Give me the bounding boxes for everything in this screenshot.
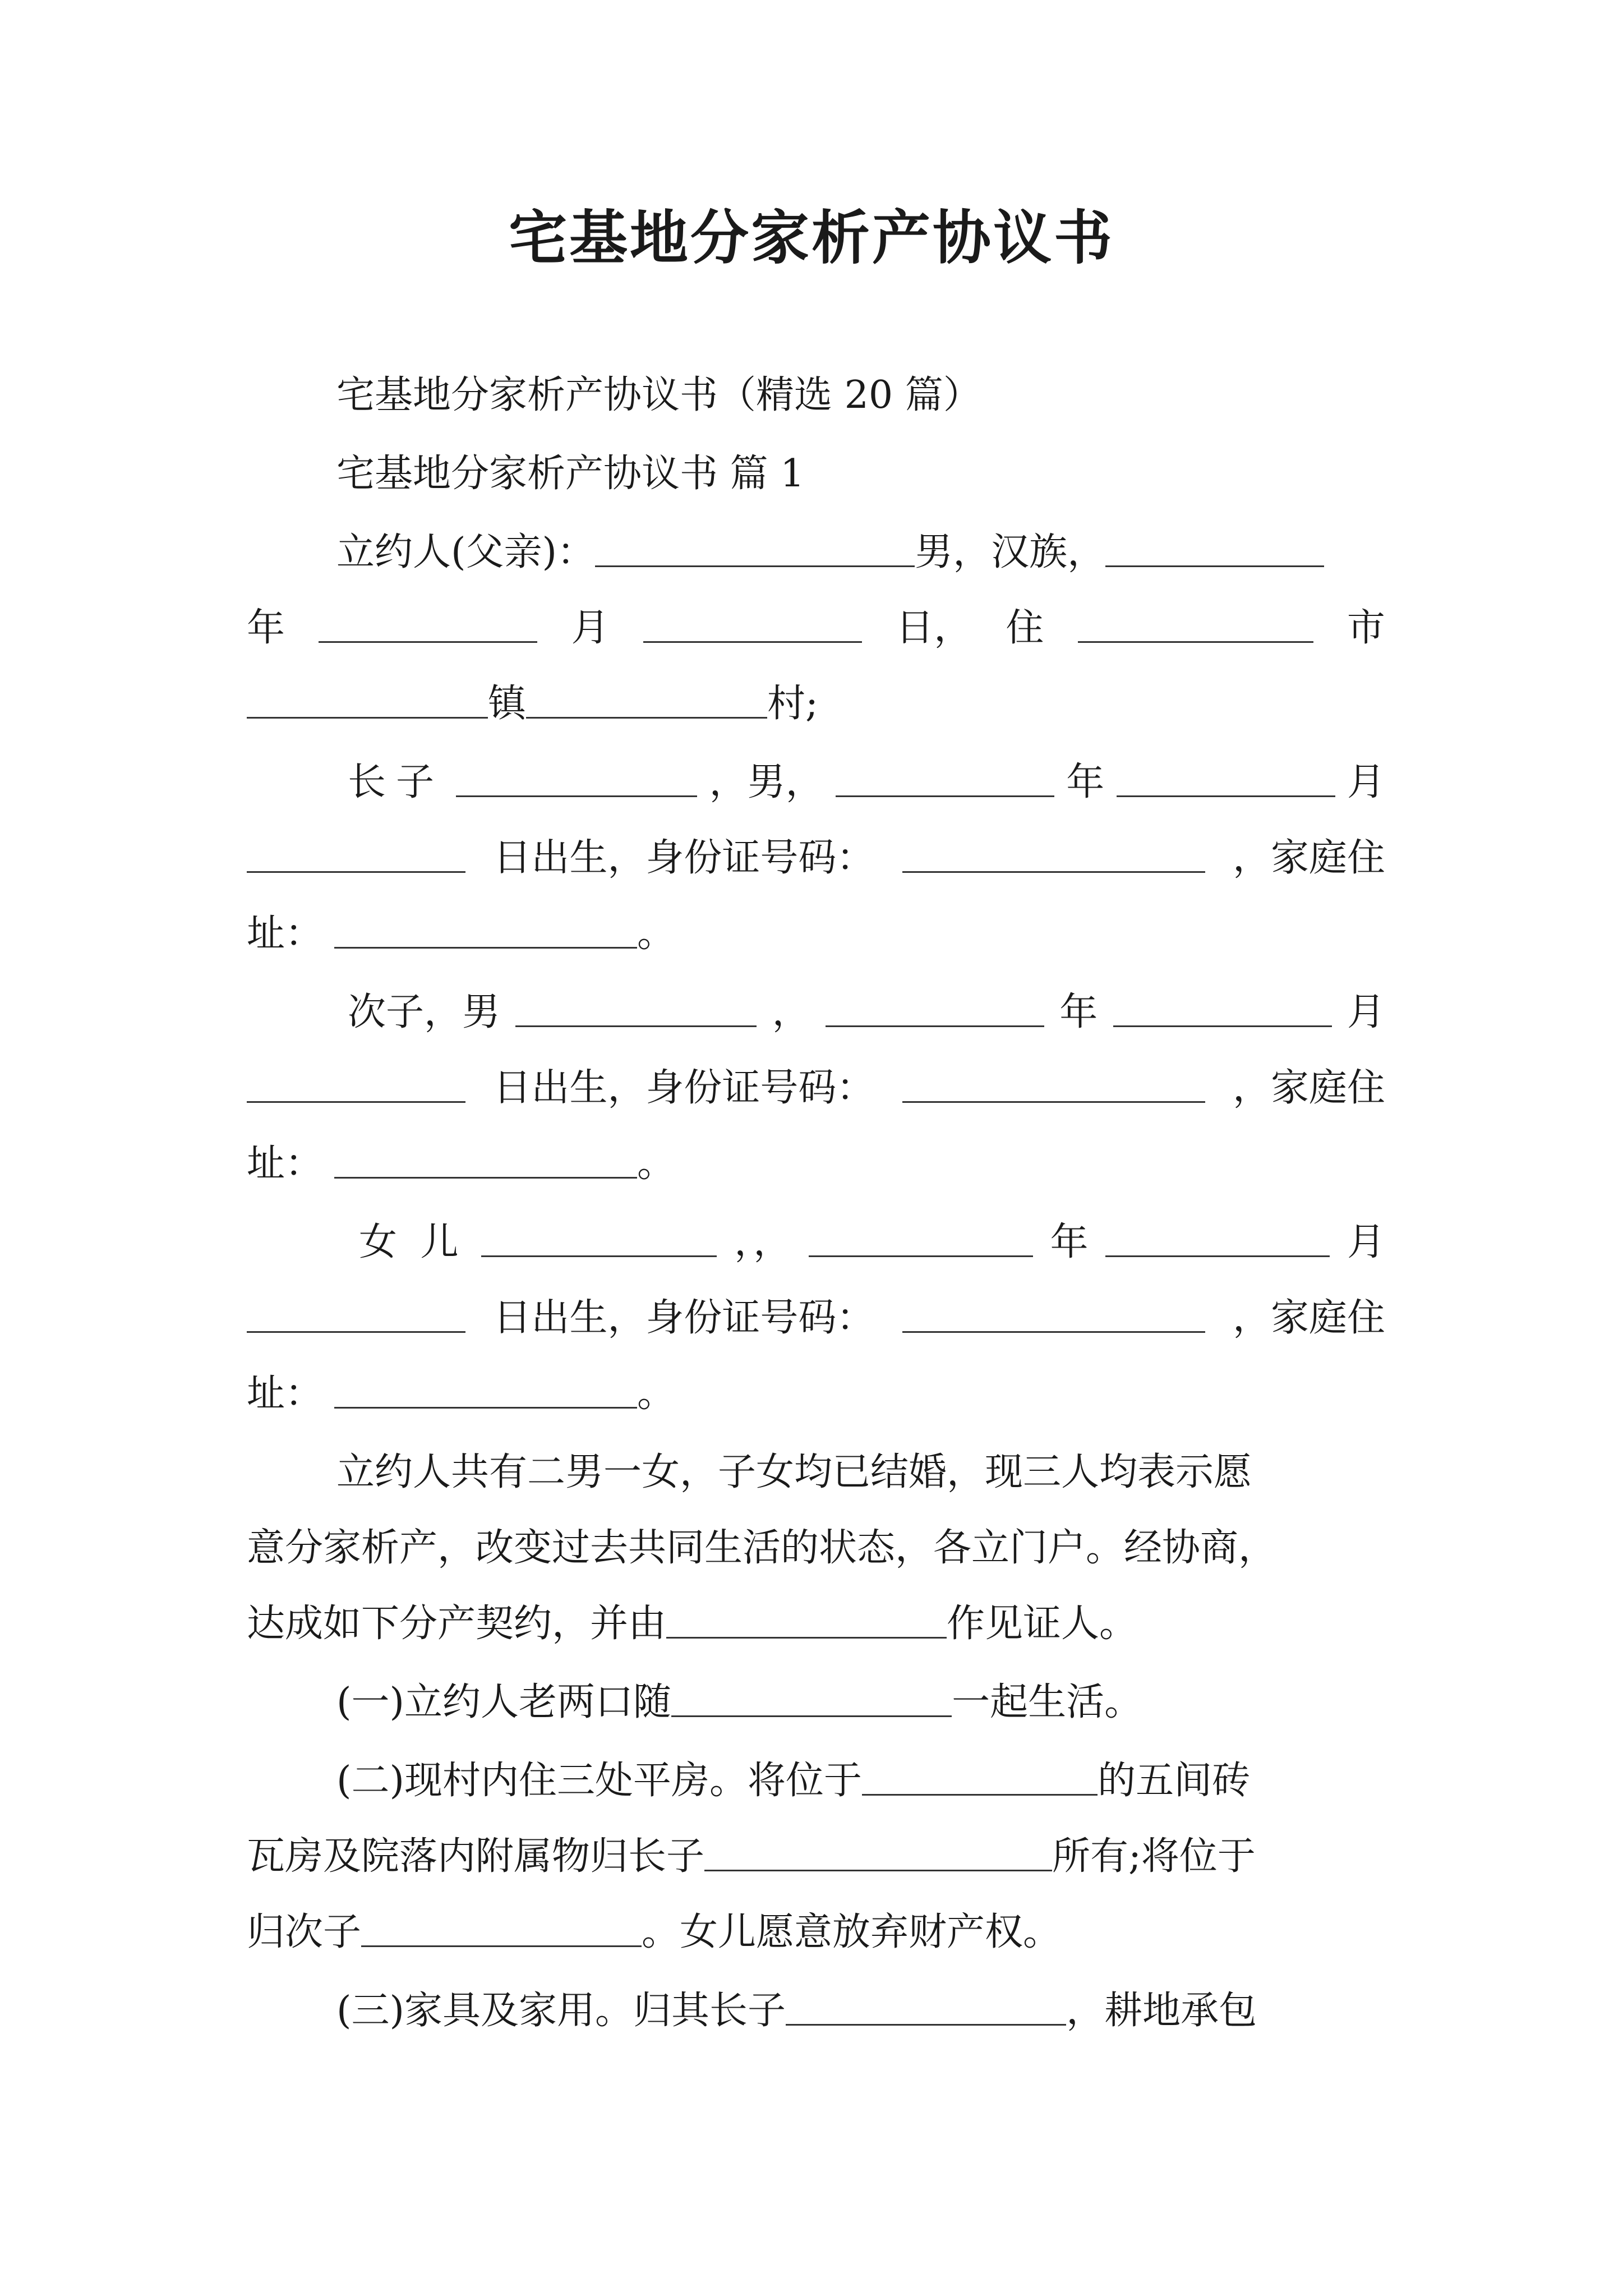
blank[interactable]	[319, 639, 537, 643]
document-title: 宅基地分家析产协议书	[508, 204, 1114, 272]
son1-line1: 长子 ，男， 年 月	[348, 760, 1385, 804]
blank[interactable]	[1078, 639, 1313, 643]
body-line2: 意分家析产，改变过去共同生活的状态，各立门户。经协商，	[247, 1526, 1277, 1570]
section-heading: 宅基地分家析产协议书 篇 1	[336, 452, 805, 496]
id-blank[interactable]	[902, 1099, 1205, 1103]
body-line1: 立约人共有二男一女，子女均已结婚，现三人均表示愿	[336, 1450, 1252, 1494]
son1-line3: 址： 。	[247, 912, 676, 956]
blank[interactable]	[1113, 1023, 1332, 1027]
year-blank[interactable]	[1105, 563, 1324, 567]
id-blank[interactable]	[902, 869, 1205, 873]
blank[interactable]	[247, 1329, 465, 1333]
blank[interactable]	[786, 2022, 1066, 2026]
daughter-line3: 址： 。	[247, 1372, 676, 1416]
daughter-line2: 日出生，身份证号码： ，家庭住	[247, 1287, 1385, 1349]
blank[interactable]	[671, 1713, 952, 1717]
son2-line2: 日出生，身份证号码： ，家庭住	[247, 1057, 1385, 1119]
son1-line2: 日出生，身份证号码： ，家庭住	[247, 827, 1385, 889]
subtitle: 宅基地分家析产协议书（精选 20 篇）	[336, 373, 981, 417]
blank[interactable]	[361, 1943, 642, 1947]
item2-line1: (二)现村内住三处平房。将位于 的五间砖	[336, 1759, 1251, 1803]
name-blank[interactable]	[595, 563, 915, 567]
son2-line3: 址： 。	[247, 1142, 676, 1186]
blank[interactable]	[456, 793, 697, 797]
blank[interactable]	[809, 1253, 1033, 1257]
blank[interactable]	[481, 1253, 717, 1257]
party-father-line1: 立约人(父亲)： 男，汉族，	[247, 522, 1385, 583]
witness-blank[interactable]	[666, 1635, 947, 1639]
blank[interactable]	[247, 1099, 465, 1103]
blank[interactable]	[643, 639, 862, 643]
item3-line1: (三)家具及家用。归其长子 ，耕地承包	[336, 1989, 1257, 2033]
blank[interactable]	[862, 1792, 1098, 1796]
address-blank[interactable]	[334, 945, 637, 949]
blank[interactable]	[526, 715, 767, 719]
daughter-line1: 女 儿 ，， 年 月	[359, 1220, 1385, 1264]
item1-line: (一)立约人老两口随 一起生活。	[336, 1680, 1143, 1724]
id-blank[interactable]	[902, 1329, 1205, 1333]
blank[interactable]	[836, 793, 1054, 797]
address-blank[interactable]	[334, 1405, 637, 1409]
party-father-line3: 镇 村;	[247, 673, 1385, 735]
blank[interactable]	[826, 1023, 1044, 1027]
blank[interactable]	[247, 869, 465, 873]
body-line3: 达成如下分产契约，并由 作见证人。	[247, 1602, 1138, 1646]
blank[interactable]	[704, 1867, 1052, 1871]
item2-line3: 归次子 。女儿愿意放弃财产权。	[247, 1910, 1062, 1954]
item2-line2: 瓦房及院落内附属物归长子 所有;将位于	[247, 1834, 1256, 1879]
blank[interactable]	[247, 715, 488, 719]
address-blank[interactable]	[334, 1175, 637, 1179]
party-father-line2: 年 月 日， 住 市	[247, 606, 1385, 650]
blank[interactable]	[1105, 1253, 1330, 1257]
blank[interactable]	[515, 1023, 757, 1027]
son2-line1: 次子，男 ， 年 月	[348, 990, 1385, 1034]
blank[interactable]	[1117, 793, 1335, 797]
